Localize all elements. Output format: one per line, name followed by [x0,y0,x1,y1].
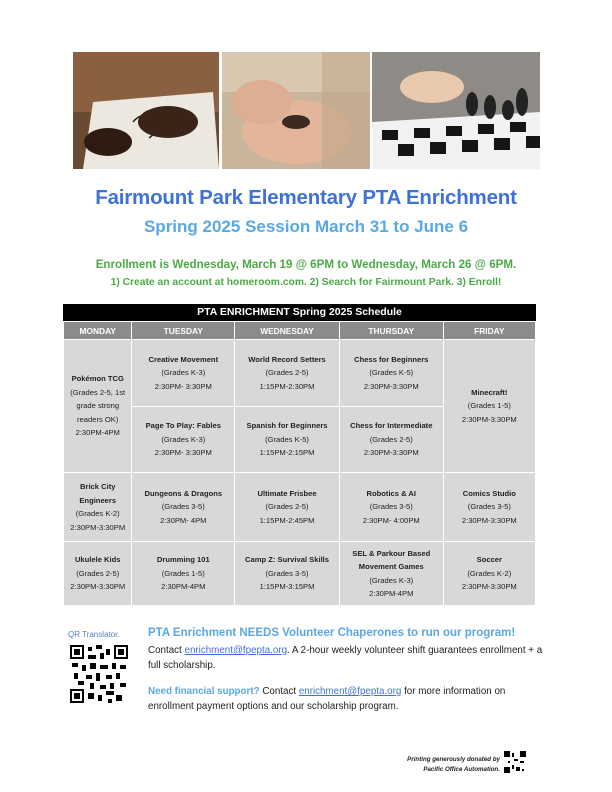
page-title: Fairmount Park Elementary PTA Enrichment [95,186,517,209]
class-name: Minecraft! [471,387,508,397]
donor-name: Pacific Office Automation. [423,766,500,773]
class-cell-frisbee [235,473,340,542]
class-time: 1:15PM-2:45PM [259,515,315,525]
class-grades: (Grades K-3) [161,434,206,444]
qr-code-icon[interactable] [70,645,128,703]
email-link[interactable]: enrichment@fpepta.org [298,686,402,697]
photo-child-drawing [73,52,219,169]
class-cell-camp-z [235,542,340,606]
financial-support-text [148,684,548,714]
class-cell-sel-parkour [339,542,443,606]
day-header-wednesday: WEDNESDAY [235,322,340,340]
class-cell-minecraft [443,340,535,473]
class-time: 2:30PM- 3:30PM [154,381,212,391]
class-time: 2:30PM-3:30PM [363,448,419,458]
schedule-header-row [64,322,536,340]
class-grades: (Grades 3-5) [161,502,205,512]
class-name: Soccer [476,555,502,565]
class-time: 1:15PM-2:30PM [259,381,315,391]
class-name: Page To Play: Fables [145,421,221,431]
class-grades: (Grades K-3) [369,575,414,585]
small-qr-code-icon[interactable] [504,751,526,773]
class-cell-comics [443,473,535,542]
day-header-tuesday: TUESDAY [132,322,235,340]
class-cell-brick-city [64,473,132,542]
class-grades: (Grades K-3) [161,368,206,378]
day-header-friday: FRIDAY [443,322,535,340]
table-row [64,542,536,606]
photo-chess-game [372,52,540,169]
class-cell-spanish [235,407,340,473]
class-time: 2:30PM- 4PM [160,515,207,525]
class-time: 2:30PM-4PM [369,589,414,598]
class-cell-page-to-play [132,407,235,473]
class-name: Drumming 101 [156,555,210,565]
session-dates: Spring 2025 Session March 31 to June 6 [143,217,469,236]
class-name: Ultimate Frisbee [257,488,317,498]
class-time: 1:15PM-2:15PM [259,448,315,458]
class-cell-chess-beginners [339,340,443,407]
class-time: 2:30PM-3:30PM [363,381,419,391]
class-grades: (Grades 2-5) [265,502,309,512]
qr-translator-label: QR Translator. [68,630,120,639]
table-row [64,340,536,407]
volunteer-details: . A 2-hour weekly volunteer shift guarantees enrollment + a full scholarship. [148,645,543,671]
class-name: Ukulele Kids [74,555,121,565]
class-name: Dungeons & Dragons [144,488,223,498]
class-name: Chess for Beginners [354,354,429,364]
donation-credit [380,755,500,775]
class-time: 2:30PM-4PM [161,582,206,592]
photo-hands-with-snail [222,52,370,169]
day-header-monday: MONDAY [64,322,132,340]
class-grades: (Grades 2-5, 1st grade strong readers OK) [70,387,126,424]
class-grades: (Grades 3-5) [467,502,511,512]
class-time: 2:30PM-3:30PM [461,515,517,525]
class-cell-ukulele [64,542,132,606]
class-grades: (Grades 1-5) [161,568,205,578]
volunteer-text [148,643,548,673]
table-row [64,473,536,542]
class-name: Chess for Intermediate [350,421,433,431]
volunteer-heading: PTA Enrichment NEEDS Volunteer Chaperones to run our program! [148,627,516,639]
class-time: 2:30PM- 4:00PM [362,515,420,525]
class-grades: (Grades 3-5) [369,502,413,512]
class-time: 2:30PM-4PM [75,428,120,438]
class-name: Brick City Engineers [79,482,117,505]
contact-prefix: Contact [148,645,185,656]
class-time: 2:30PM-3:30PM [461,414,517,424]
class-cell-pokemon [64,340,132,473]
class-grades: (Grades K-2) [467,568,512,578]
class-grades: (Grades 2-5) [76,568,120,578]
class-name: Pokémon TCG [71,374,124,384]
enrollment-dates: Enrollment is Wednesday, March 19 @ 6PM to Wednesday, March 26 @ 6PM. [95,258,517,271]
class-grades: (Grades K-5) [265,434,309,444]
class-cell-chess-intermediate [339,407,443,473]
financial-heading: Need financial support? [148,686,260,697]
class-cell-world-record [235,340,340,407]
class-grades: (Grades K-2) [75,509,120,518]
class-time: 2:30PM- 3:30PM [154,448,212,458]
class-cell-creative-movement [132,340,235,407]
class-grades: (Grades 2-5) [369,434,413,444]
class-cell-robotics [339,473,443,542]
class-cell-drumming [132,542,235,606]
donation-line: Printing generously donated by [407,756,500,763]
class-grades: (Grades 1-5) [467,401,511,411]
class-name: Spanish for Beginners [246,421,328,431]
class-name: Creative Movement [148,354,219,364]
class-time: 2:30PM-3:30PM [70,522,126,532]
class-time: 1:15PM-3:15PM [259,582,315,592]
schedule-title: PTA ENRICHMENT Spring 2025 Schedule [63,304,536,321]
enrollment-steps: 1) Create an account at homeroom.com. 2) Search for Fairmount Park. 3) Enroll! [110,277,502,288]
email-link[interactable]: enrichment@fpepta.org [184,645,288,656]
schedule-table [63,304,536,606]
class-cell-soccer [443,542,535,606]
financial-details: for more information on enrollment payment options and our scholarship program. [148,686,506,712]
class-name: Camp Z: Survival Skills [245,555,330,565]
class-name: Comics Studio [462,488,516,498]
class-time: 2:30PM-3:30PM [461,582,517,592]
financial-contact: Contact [259,686,299,697]
class-name: World Record Setters [248,354,326,364]
class-cell-dungeons [132,473,235,542]
class-grades: (Grades 3-5) [265,568,309,578]
class-grades: (Grades K-5) [369,368,414,378]
day-header-thursday: THURSDAY [339,322,443,340]
class-name: Robotics & AI [366,488,417,498]
class-time: 2:30PM-3:30PM [70,582,126,592]
class-name: SEL & Parkour Based Movement Games [352,548,431,571]
class-grades: (Grades 2-5) [265,368,309,378]
